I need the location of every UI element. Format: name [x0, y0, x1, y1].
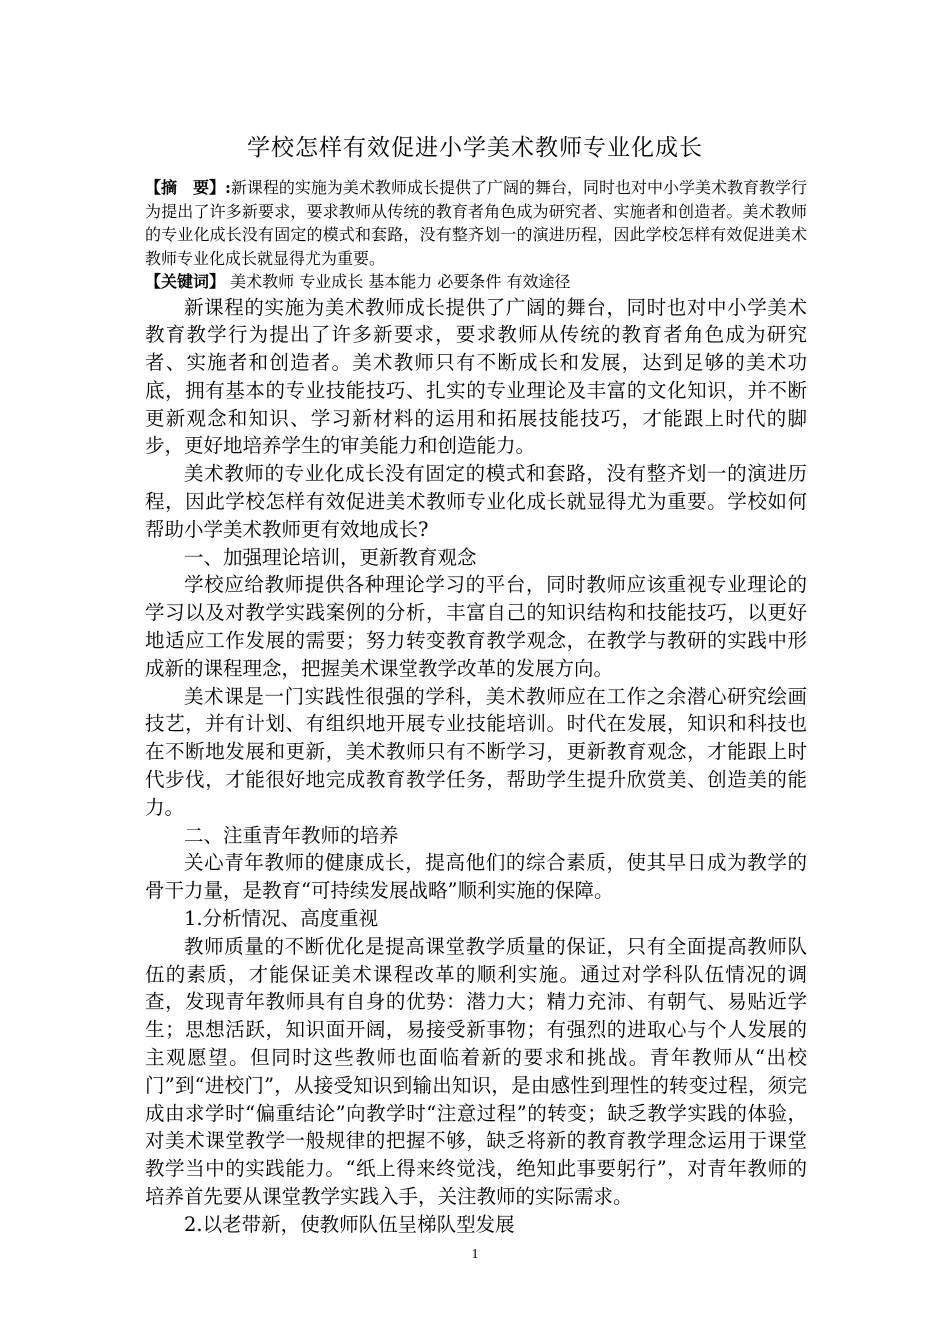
subsection-heading-2: 2.以老带新，使教师队伍呈梯队型发展 [184, 1212, 515, 1236]
paragraph-4: 美术课是一门实践性很强的学科，美术教师应在工作之余潜心研究绘画技艺，并有计划、有组织地开展专业技能培训。时代在发展，知识和科技也在不断地发展和更新，美术教师只有不断学习，更新教育观念，才能跟上时代步伐，才能很好地完成教育教学任务，帮助学生提升欣赏美、创造美的能力。 [145, 684, 807, 819]
paragraph-1: 新课程的实施为美术教师成长提供了广阔的舞台，同时也对中小学美术教育教学行为提出了许多新要求，要求教师从传统的教育者角色成为研究者、实施者和创造者。美术教师只有不断成长和发展，达到足够的美术功底，拥有基本的专业技能技巧、扎实的专业理论及丰富的文化知识，并不断更新观念和知识、学习新材料的运用和拓展技能技巧，才能跟上时代的脚步，更好地培养学生的审美能力和创造能力。 [145, 295, 807, 458]
document-body [145, 176, 807, 1239]
section-heading-1: 一、加强理论培训，更新教育观念 [184, 545, 477, 569]
page-number: 1 [471, 1247, 479, 1262]
section-heading-2: 二、注重青年教师的培养 [184, 823, 399, 847]
paragraph-5: 关心青年教师的健康成长，提高他们的综合素质，使其早日成为教学的骨干力量，是教育“可持续发展战略”顺利实施的保障。 [145, 851, 807, 903]
abstract [145, 176, 807, 270]
paragraph-3: 学校应给教师提供各种理论学习的平台，同时教师应该重视专业理论的学习以及对教学实践案例的分析，丰富自己的知识结构和技能技巧，以更好地适应工作发展的需要；努力转变教育教学观念，在教学与教研的实践中形成新的课程理念，把握美术课堂教学改革的发展方向。 [145, 573, 807, 680]
paragraph-6: 教师质量的不断优化是提高课堂教学质量的保证，只有全面提高教师队伍的素质，才能保证美术课程改革的顺利实施。通过对学科队伍情况的调查，发现青年教师具有自身的优势：潜力大；精力充沛、有朝气、易贴近学生；思想活跃，知识面开阔，易接受新事物；有强烈的进取心与个人发展的主观愿望。但同时这些教师也面临着新的要求和挑战。青年教师从“出校门”到“进校门”，从接受知识到输出知识，是由感性到理性的转变过程，须完成由求学时“偏重结论”向教学时“注意过程”的转变；缺乏教学实践的体验，对美术课堂教学一般规律的把握不够，缺乏将新的教育教学理念运用于课堂教学当中的实践能力。“纸上得来终觉浅，绝知此事要躬行”，对青年教师的培养首先要从课堂教学实践入手，关注教师的实际需求。 [145, 934, 807, 1208]
document-title: 学校怎样有效促进小学美术教师专业化成长 [247, 135, 703, 161]
subsection-heading-1: 1.分析情况、高度重视 [184, 907, 379, 931]
abstract-label: 【摘 要】: [145, 178, 231, 197]
keywords [145, 270, 807, 294]
keywords-label: 【关键词】 [145, 272, 226, 291]
keywords-text: 美术教师 专业成长 基本能力 必要条件 有效途径 [230, 272, 571, 291]
paragraph-2: 美术教师的专业化成长没有固定的模式和套路，没有整齐划一的演进历程，因此学校怎样有效促进美术教师专业化成长就显得尤为重要。学校如何帮助小学美术教师更有效地成长? [145, 462, 807, 541]
abstract-text: 新课程的实施为美术教师成长提供了广阔的舞台，同时也对中小学美术教育教学行为提出了许多新要求，要求教师从传统的教育者角色成为研究者、实施者和创造者。美术教师的专业化成长没有固定的模式和套路，没有整齐划一的演进历程，因此学校怎样有效促进美术教师专业化成长就显得尤为重要。 [145, 178, 807, 268]
